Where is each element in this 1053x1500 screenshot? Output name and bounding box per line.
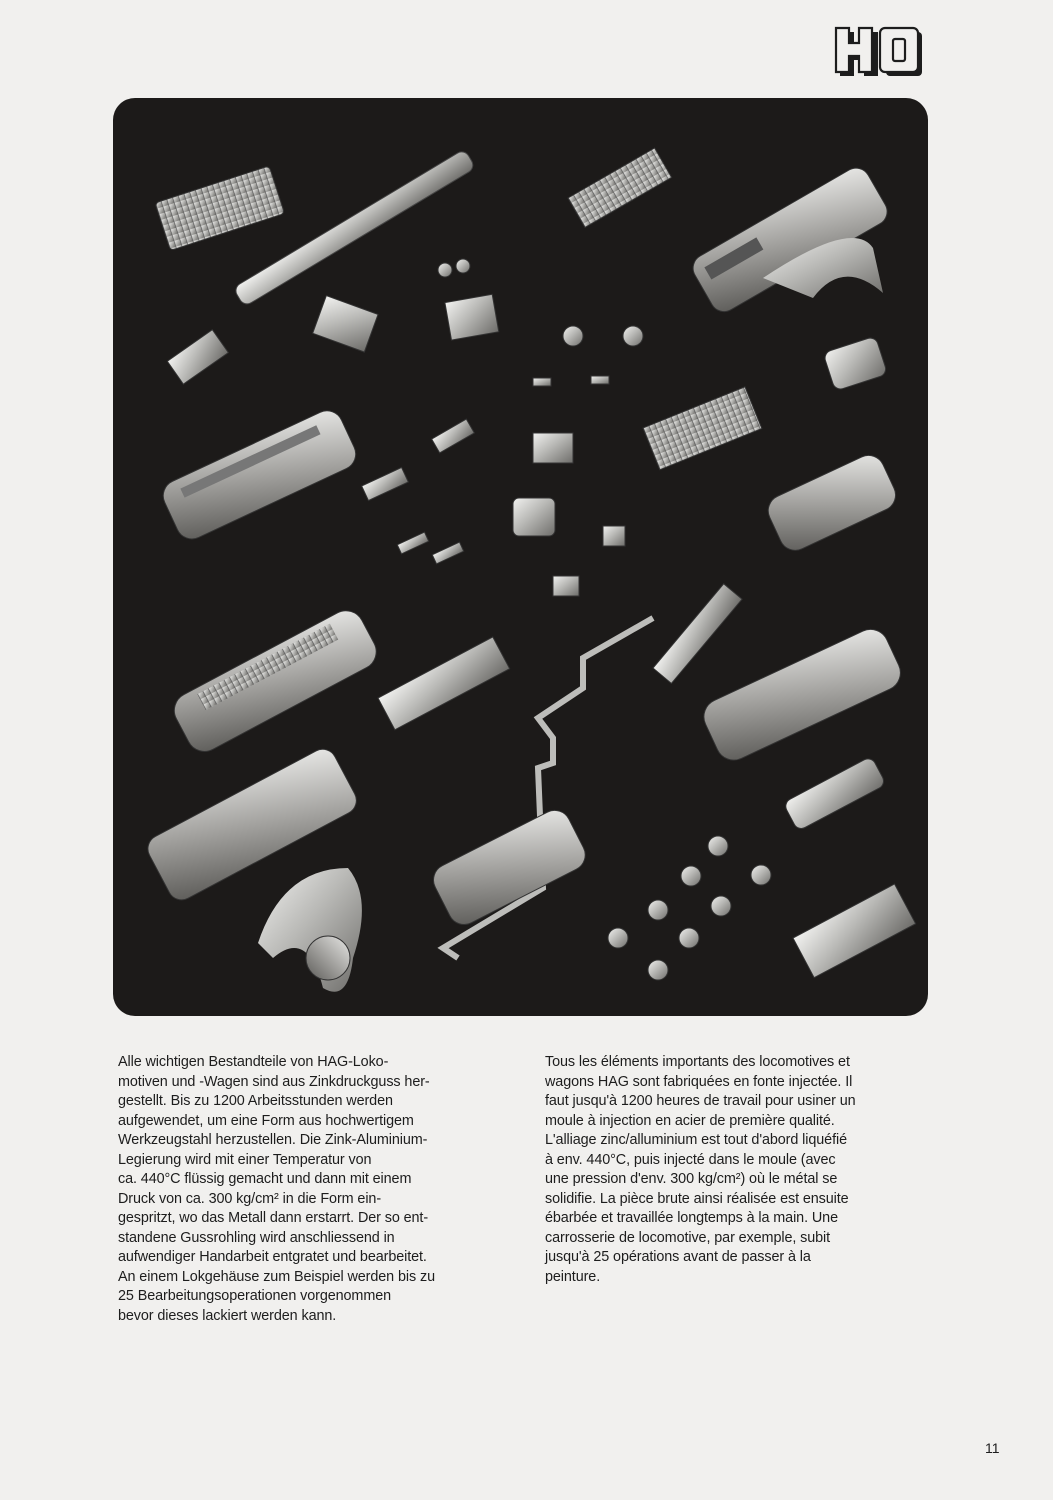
bogie-frame-part (793, 884, 916, 978)
page-number: 11 (985, 1440, 1000, 1456)
boxcar-part (155, 166, 285, 251)
die-cast-parts-photo (113, 98, 928, 1016)
cab-part (823, 336, 888, 391)
diesel-shell-part (698, 623, 906, 766)
cast-shell-with-sprue (143, 744, 362, 991)
coach-shell-part (168, 604, 383, 757)
freight-car-part (643, 387, 762, 470)
grille-part (568, 148, 672, 227)
french-body-text: Tous les éléments importants des locomotives et wagons HAG sont fabriquées en fonte injectée. Il faut jusqu'à 1200 heures de travail pour usiner un moule à injection en acier de première qualité. L'alliage zinc/alluminium est tout d'abord liquéfié à env. 440°C, puis injecté dans le moule (avec une pression d'env. 300 kg/cm²) où le métal se solidifie. La pièce brute ainsi réalisée est ensuite ébarbée et travaillée longtemps à la main. Une carrosserie de locomotive, par exemple, subit jusqu'à 25 opérations avant de passer à la peinture. (545, 1054, 856, 1285)
small-parts (167, 294, 625, 596)
railcar-shell-part (763, 450, 901, 555)
chassis-part (378, 637, 510, 730)
locomotive-shell-part (158, 406, 361, 545)
ho-logo (834, 26, 926, 78)
frame-part (653, 584, 742, 684)
small-railcar-part (783, 756, 886, 831)
german-body-text: Alle wichtigen Bestandteile von HAG-Loko- motiven und -Wagen sind aus Zinkdruckguss her- gestellt. Bis zu 1200 Arbeitsstunden werden aufgewendet, um eine Form aus hochwertigem Werkzeugstahl herzustellen. Die Zink-Aluminium- Legierung wird mit einer Temperatur von ca. 440°C flüssig gemacht und dann mit einem Druck von ca. 300 kg/cm² in die Form ein- gespritzt, wo das Metall dann erstarrt. Der so ent- standene Gussrohling wird anschliessend in aufwendiger Handarbeit entgratet und bearbeitet. An einem Lokgehäuse zum Beispiel werden bis zu 25 Bearbeitungsoperationen vorgenommen bevor dieses lackiert werden kann. (118, 1054, 435, 1324)
wheelsets (608, 836, 771, 980)
